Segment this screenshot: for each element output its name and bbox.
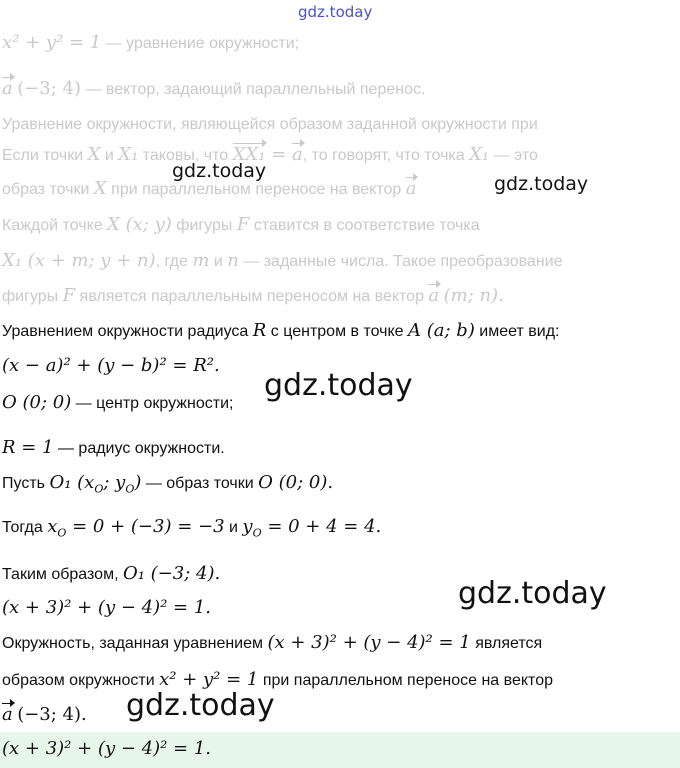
faded-vector-coords: (−3; 4) [17,78,82,99]
solution-line-5-text-a: Пусть [2,475,50,492]
image-point-o1-head: O₁ (x [49,472,95,493]
solution-line-3 [2,392,233,413]
x-computation-var: x [47,516,58,537]
faded-equals: = [265,144,292,165]
faded-line-7-text-b: и [209,253,228,270]
faded-line-6-text-b: фигуры [171,217,237,234]
faded-line-6-text-a: Каждой точке [2,217,108,234]
faded-figure-f-2: F [62,285,76,306]
x-computation [47,516,225,540]
solution-line-1-text-c: имеет вид: [474,323,560,340]
watermark-2: gdz.today [494,173,589,195]
x-computation-sub: O [57,526,67,540]
faded-line-4-text-d: , то говорят, что точка [302,147,470,164]
y-computation-sub: O [252,526,262,540]
faded-line-3: Уравнение окружности, являющейся образом заданной окружности при [2,116,538,133]
faded-point-x: X [87,144,101,165]
faded-line-4-text-a: Если точки [2,147,88,164]
solution-line-7 [2,563,220,584]
faded-line-7-text-c: — заданные числа. Такое преобразование [238,253,563,270]
solution-line-9-text-a: Окружность, заданная уравнением [2,635,268,652]
faded-line-8-text-a: фигуры [2,288,63,305]
faded-line-2-text: — вектор, задающий параллельный перенос. [81,81,426,98]
solution-line-10-text-b: при параллельном переносе на вектор [258,672,553,689]
solution-line-5-text-b: — образ точки [141,475,259,492]
y-computation [242,516,382,540]
solution-line-9-text-b: является [470,635,543,652]
faded-vector-xx1: XX₁ [232,144,266,165]
y-computation-eq: = 0 + 4 = 4. [261,516,382,537]
solution-line-7-text: Таким образом, [2,566,123,583]
faded-point-x1: X₁ [118,144,139,165]
image-point-o1-value: O₁ (−3; 4). [122,563,221,584]
faded-vector-a-4: a [428,285,440,306]
image-equation-formula: (x + 3)² + (y − 4)² = 1. [2,597,212,618]
watermark-top: gdz.today [298,3,373,21]
y-computation-var: y [242,516,253,537]
solution-line-5 [2,472,333,496]
solution-line-11 [2,704,87,725]
faded-vector-a-3: a [405,178,417,199]
faded-line-6 [2,214,480,235]
faded-line-1-text: — уравнение окружности; [101,35,300,52]
faded-point-x1-mn: X₁ (x + m; y + n) [2,250,156,271]
faded-point-x1-b: X₁ [469,144,490,165]
image-circle-equation [2,597,211,618]
faded-line-6-text-c: ставится в соответствие точка [249,217,480,234]
vector-coords: (−3; 4). [17,704,87,725]
answer-equation: (x + 3)² + (y − 4)² = 1. [2,738,212,759]
center-point-a: A (a; b) [408,320,475,341]
center-point-o: O (0; 0) [2,392,72,413]
solution-line-6-text-a: Тогда [2,519,48,536]
watermark-3: gdz.today [264,368,413,403]
solution-line-4 [2,437,225,458]
answer-box [0,732,680,768]
watermark-5: gdz.today [126,688,275,723]
solution-line-1 [2,320,559,341]
faded-line-7-text-a: , где [155,253,193,270]
faded-figure-f: F [236,214,250,235]
x-computation-eq: = 0 + (−3) = −3 [66,516,225,537]
watermark-4: gdz.today [458,576,607,611]
solution-line-4-text: — радиус окружности. [53,440,225,457]
faded-var-n: n [227,250,239,271]
image-point-o1-sub-x: O [94,482,104,496]
radius-value: R = 1 [2,437,54,458]
image-point-o1-close: ) [134,472,142,493]
faded-line-8 [2,285,504,306]
image-point-o1-sub-y: O [125,482,135,496]
faded-vector-a: a [2,78,13,99]
faded-line-1 [2,32,299,53]
general-equation-formula: (x − a)² + (y − b)² = R². [2,355,220,376]
faded-line-4 [2,144,538,165]
faded-point-x-xy: X (x; y) [107,214,172,235]
solution-line-3-text: — центр окружности; [71,395,234,412]
faded-circle-equation: x² + y² = 1 [2,32,102,53]
general-circle-equation [2,355,220,376]
faded-var-m: m [192,250,210,271]
faded-line-2 [2,78,425,99]
faded-line-7 [2,250,563,271]
faded-vector-mn: (m; n). [443,285,504,306]
solution-line-6 [2,516,381,540]
original-equation-inline: x² + y² = 1 [159,669,259,690]
solution-line-10-text-a: образом окружности [2,672,160,689]
faded-line-5-text-a: образ точки [2,181,94,198]
faded-vector-a-2: a [292,144,303,165]
faded-line-4-text-e: — это [489,147,538,164]
image-equation-inline: (x + 3)² + (y − 4)² = 1 [267,632,471,653]
origin-point: O (0; 0). [258,472,334,493]
solution-line-9 [2,632,542,653]
radius-symbol: R [252,320,267,341]
faded-line-4-text-b: и [100,147,119,164]
solution-line-10 [2,669,553,690]
solution-line-1-text-a: Уравнением окружности радиуса [2,323,253,340]
solution-line-1-text-b: с центром в точке [266,323,409,340]
faded-point-x-b: X [93,178,107,199]
faded-line-8-text-b: является параллельным переносом на вектор [75,288,429,305]
faded-line-4-text-c: таковы, что [138,147,233,164]
image-point-o1 [49,472,142,496]
vector-a: a [2,704,13,725]
watermark-1: gdz.today [172,160,267,182]
image-point-o1-mid: ; y [103,472,126,493]
solution-line-6-text-b: и [224,519,243,536]
faded-line-5-text-b: при параллельном переносе на вектор [106,181,406,198]
